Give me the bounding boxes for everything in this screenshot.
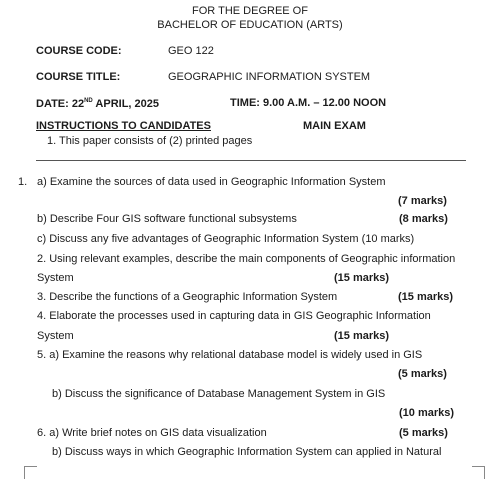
question-5b-marks: (10 marks) — [399, 407, 455, 419]
question-1b-marks: (8 marks) — [399, 213, 448, 225]
course-code-label: COURSE CODE: — [36, 45, 122, 57]
date-label: DATE: 22 — [36, 98, 85, 110]
question-1-number: 1. — [18, 176, 28, 188]
question-5b: b) Discuss the significance of Database Management System in GIS — [52, 388, 386, 400]
question-3-marks: (15 marks) — [398, 291, 454, 303]
question-4-line-1: 4. Elaborate the processes used in capturing data in GIS Geographic Information — [37, 310, 431, 322]
question-4-line-2: System — [37, 330, 74, 342]
question-6a: 6. a) Write brief notes on GIS data visualization — [37, 427, 267, 439]
exam-type: MAIN EXAM — [303, 120, 366, 132]
question-2-marks: (15 marks) — [334, 272, 390, 284]
question-1a: a) Examine the sources of data used in Geographic Information System — [37, 176, 386, 188]
instruction-item: 1. This paper consists of (2) printed pages — [47, 135, 253, 147]
question-5a-marks: (5 marks) — [398, 368, 447, 380]
question-5a: 5. a) Examine the reasons why relational database model is widely used in GIS — [37, 349, 423, 361]
question-6b: b) Discuss ways in which Geographic Information System can applied in Natural — [52, 446, 442, 458]
question-1b: b) Describe Four GIS software functional subsystems — [37, 213, 297, 225]
header-line-1: FOR THE DEGREE OF — [192, 5, 308, 17]
divider — [36, 160, 466, 161]
instructions-heading: INSTRUCTIONS TO CANDIDATES — [36, 120, 211, 132]
header-line-2: BACHELOR OF EDUCATION (ARTS) — [157, 19, 343, 31]
question-3: 3. Describe the functions of a Geographic Information System — [37, 291, 338, 303]
crop-mark-right — [472, 466, 485, 479]
exam-date — [36, 98, 159, 110]
course-title-label: COURSE TITLE: — [36, 71, 121, 83]
question-2-line-2: System — [37, 272, 74, 284]
question-1a-marks: (7 marks) — [398, 195, 447, 207]
question-4-marks: (15 marks) — [334, 330, 390, 342]
exam-time: TIME: 9.00 A.M. – 12.00 NOON — [230, 97, 387, 109]
question-1c: c) Discuss any five advantages of Geographic Information System (10 marks) — [37, 233, 415, 245]
date-rest: APRIL, 2025 — [92, 98, 159, 110]
crop-mark-left — [24, 466, 37, 479]
question-6a-marks: (5 marks) — [399, 427, 448, 439]
course-title-value: GEOGRAPHIC INFORMATION SYSTEM — [168, 71, 371, 83]
question-2-line-1: 2. Using relevant examples, describe the main components of Geographic information — [37, 253, 456, 265]
date-suffix: ND — [84, 98, 93, 104]
course-code-value: GEO 122 — [168, 45, 214, 57]
